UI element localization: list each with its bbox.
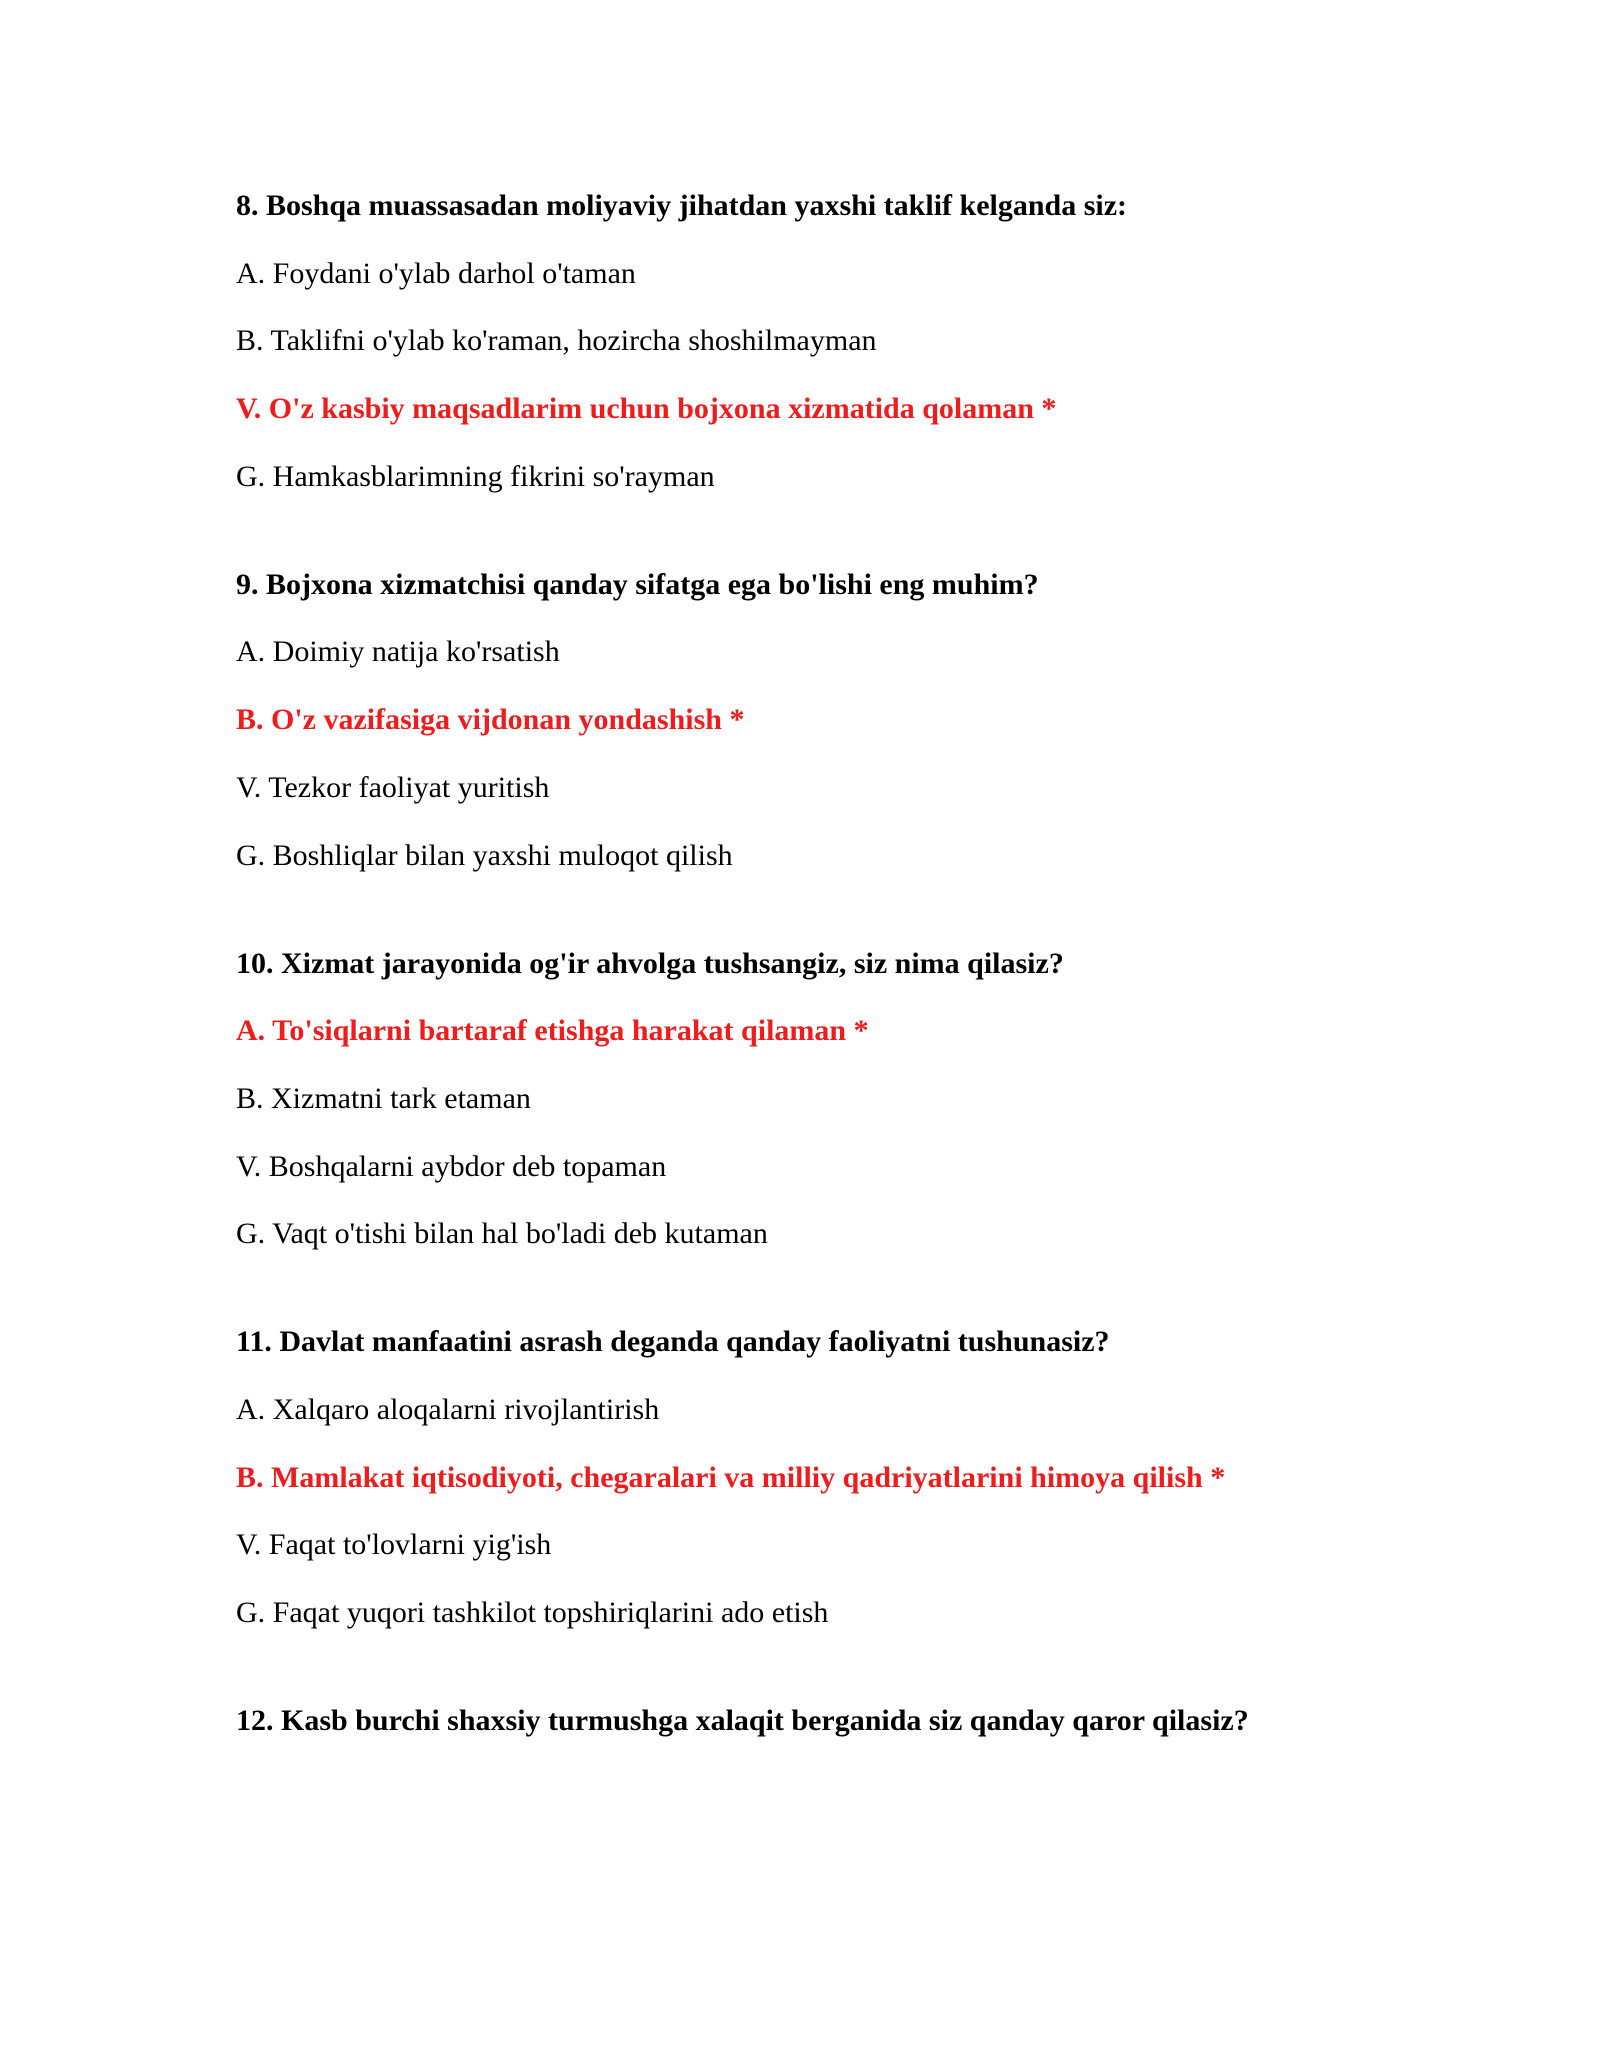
option-v: V. Faqat to'lovlarni yig'ish <box>236 1528 552 1562</box>
question-9 <box>236 565 1416 876</box>
option-a: A. Xalqaro aloqalarni rivojlantirish <box>236 1392 660 1426</box>
question-text: 11. Davlat manfaatini asrash deganda qanday faoliyatni tushunasiz? <box>236 1325 1110 1359</box>
option-a-correct-answer: A. To'siqlarni bartaraf etishga harakat qilaman * <box>236 1014 869 1048</box>
option-g: G. Faqat yuqori tashkilot topshiriqlarini ado etish <box>236 1596 829 1629</box>
option-v-correct-answer: V. O'z kasbiy maqsadlarim uchun bojxona xizmatida qolaman * <box>236 392 1057 426</box>
option-a: A. Foydani o'ylab darhol o'taman <box>236 256 636 290</box>
option-g: G. Hamkasblarimning fikrini so'rayman <box>236 459 715 493</box>
question-11 <box>236 1322 1416 1633</box>
option-g: G. Boshliqlar bilan yaxshi muloqot qilish <box>236 838 733 872</box>
option-b-correct-answer: B. O'z vazifasiga vijdonan yondashish * <box>236 703 745 737</box>
option-b: B. Taklifni o'ylab ko'raman, hozircha shoshilmayman <box>236 324 877 358</box>
option-g: G. Vaqt o'tishi bilan hal bo'ladi deb kutaman <box>236 1217 768 1251</box>
question-12 <box>236 1701 1416 1741</box>
question-text: 9. Bojxona xizmatchisi qanday sifatga ega bo'lishi eng muhim? <box>236 567 1039 601</box>
option-b-correct-answer: B. Mamlakat iqtisodiyoti, chegaralari va milliy qadriyatlarini himoya qilish * <box>236 1460 1226 1494</box>
option-b: B. Xizmatni tark etaman <box>236 1081 531 1115</box>
question-10 <box>236 944 1416 1255</box>
question-8 <box>236 186 1416 497</box>
question-text: 12. Kasb burchi shaxsiy turmushga xalaqit berganida siz qanday qaror qilasiz? <box>236 1704 1249 1737</box>
option-v: V. Tezkor faoliyat yuritish <box>236 770 550 804</box>
option-a: A. Doimiy natija ko'rsatish <box>236 635 560 669</box>
option-v: V. Boshqalarni aybdor deb topaman <box>236 1149 667 1183</box>
question-text: 8. Boshqa muassasadan moliyaviy jihatdan yaxshi taklif kelganda siz: <box>236 189 1128 222</box>
document-page <box>236 186 1416 1809</box>
question-text: 10. Xizmat jarayonida og'ir ahvolga tushsangiz, siz nima qilasiz? <box>236 946 1064 980</box>
